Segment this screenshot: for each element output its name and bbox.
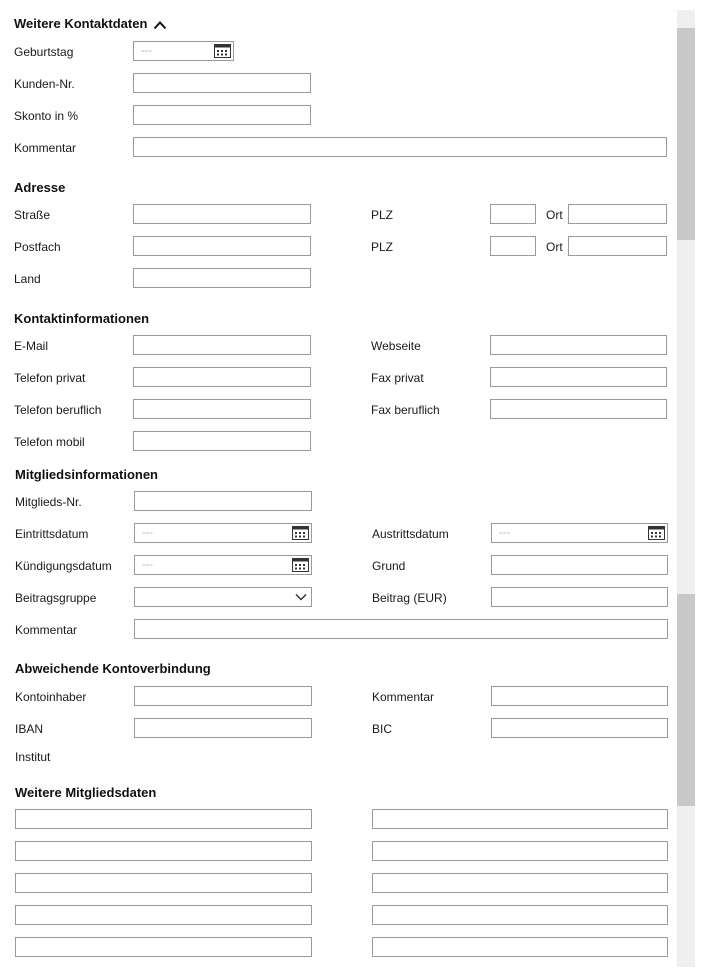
label-beitrag: Beitrag (EUR) xyxy=(372,591,447,605)
mitglieds-nr-input[interactable] xyxy=(134,491,312,511)
label-institut: Institut xyxy=(15,750,51,764)
label-austrittsdatum: Austrittsdatum xyxy=(372,527,449,541)
weitere-feld-7[interactable] xyxy=(15,905,312,925)
webseite-input[interactable] xyxy=(490,335,667,355)
strasse-input[interactable] xyxy=(133,204,311,224)
label-iban: IBAN xyxy=(15,722,44,736)
beitragsgruppe-select[interactable] xyxy=(134,587,312,607)
label-kuendigungsdatum: Kündigungsdatum xyxy=(15,559,112,573)
geburtstag-date-input[interactable] xyxy=(133,41,234,61)
label-mitglieds-nr: Mitglieds-Nr. xyxy=(15,495,82,509)
section-title-weitere-kontaktdaten[interactable]: Weitere Kontaktdaten xyxy=(14,16,167,31)
telefon-mobil-input[interactable] xyxy=(133,431,311,451)
kuendigungsdatum-date-input[interactable] xyxy=(134,555,312,575)
label-beitragsgruppe: Beitragsgruppe xyxy=(15,591,97,605)
kontoinhaber-input[interactable] xyxy=(134,686,312,706)
date-placeholder: --- xyxy=(142,559,153,571)
mitglied-kommentar-input[interactable] xyxy=(134,619,668,639)
postfach-input[interactable] xyxy=(133,236,311,256)
label-webseite: Webseite xyxy=(371,339,421,353)
section-title-mitgliedsinformationen: Mitgliedsinformationen xyxy=(15,467,158,482)
date-placeholder: --- xyxy=(499,527,510,539)
section-title-kontaktinformationen: Kontaktinformationen xyxy=(14,311,150,326)
ort-input[interactable] xyxy=(568,204,667,224)
label-telefon-mobil: Telefon mobil xyxy=(14,435,85,449)
fax-privat-input[interactable] xyxy=(490,367,667,387)
fax-beruflich-input[interactable] xyxy=(490,399,667,419)
beitrag-input[interactable] xyxy=(491,587,668,607)
label-telefon-beruflich: Telefon beruflich xyxy=(14,403,102,417)
date-placeholder: --- xyxy=(141,45,152,57)
weitere-feld-3[interactable] xyxy=(15,841,312,861)
weitere-feld-9[interactable] xyxy=(15,937,312,957)
telefon-privat-input[interactable] xyxy=(133,367,311,387)
weitere-feld-2[interactable] xyxy=(372,809,668,829)
chevron-down-icon xyxy=(295,593,307,601)
scrollbar-thumb-upper[interactable] xyxy=(677,28,695,240)
label-bic: BIC xyxy=(372,722,393,736)
calendar-icon[interactable] xyxy=(648,526,665,540)
weitere-feld-6[interactable] xyxy=(372,873,668,893)
skonto-input[interactable] xyxy=(133,105,311,125)
label-eintrittsdatum: Eintrittsdatum xyxy=(15,527,89,541)
section-title-weitere-mitgliedsdaten: Weitere Mitgliedsdaten xyxy=(15,785,157,800)
plz-postfach-input[interactable] xyxy=(490,236,536,256)
calendar-icon[interactable] xyxy=(214,44,231,58)
label-postfach: Postfach xyxy=(14,240,61,254)
section-title-adresse: Adresse xyxy=(14,180,66,195)
label-fax-privat: Fax privat xyxy=(371,371,424,385)
scrollbar-thumb-lower[interactable] xyxy=(677,594,695,806)
calendar-icon[interactable] xyxy=(292,558,309,572)
ort-postfach-input[interactable] xyxy=(568,236,667,256)
section-title-kontoverbindung: Abweichende Kontoverbindung xyxy=(15,661,211,676)
label-kommentar: Kommentar xyxy=(14,141,77,155)
email-input[interactable] xyxy=(133,335,311,355)
label-grund: Grund xyxy=(372,559,406,573)
plz-input[interactable] xyxy=(490,204,536,224)
label-kunden-nr: Kunden-Nr. xyxy=(14,77,75,91)
label-strasse: Straße xyxy=(14,208,51,222)
weitere-feld-5[interactable] xyxy=(15,873,312,893)
grund-input[interactable] xyxy=(491,555,668,575)
land-input[interactable] xyxy=(133,268,311,288)
eintrittsdatum-date-input[interactable] xyxy=(134,523,312,543)
calendar-icon[interactable] xyxy=(292,526,309,540)
label-ort: Ort xyxy=(546,208,563,222)
label-plz: PLZ xyxy=(371,208,394,222)
label-geburtstag: Geburtstag xyxy=(14,45,74,59)
label-skonto: Skonto in % xyxy=(14,109,79,123)
iban-input[interactable] xyxy=(134,718,312,738)
label-fax-beruflich: Fax beruflich xyxy=(371,403,440,417)
label-plz-postfach: PLZ xyxy=(371,240,394,254)
weitere-feld-10[interactable] xyxy=(372,937,668,957)
label-ort-postfach: Ort xyxy=(546,240,563,254)
kunden-nr-input[interactable] xyxy=(133,73,311,93)
label-land: Land xyxy=(14,272,41,286)
weitere-feld-4[interactable] xyxy=(372,841,668,861)
kommentar-input[interactable] xyxy=(133,137,667,157)
telefon-beruflich-input[interactable] xyxy=(133,399,311,419)
chevron-up-icon[interactable] xyxy=(153,20,167,30)
weitere-feld-1[interactable] xyxy=(15,809,312,829)
weitere-feld-8[interactable] xyxy=(372,905,668,925)
konto-kommentar-input[interactable] xyxy=(491,686,668,706)
label-konto-kommentar: Kommentar xyxy=(372,690,435,704)
date-placeholder: --- xyxy=(142,527,153,539)
label-kontoinhaber: Kontoinhaber xyxy=(15,690,87,704)
austrittsdatum-date-input[interactable] xyxy=(491,523,668,543)
label-telefon-privat: Telefon privat xyxy=(14,371,86,385)
bic-input[interactable] xyxy=(491,718,668,738)
label-mitglied-kommentar: Kommentar xyxy=(15,623,78,637)
label-email: E-Mail xyxy=(14,339,49,353)
